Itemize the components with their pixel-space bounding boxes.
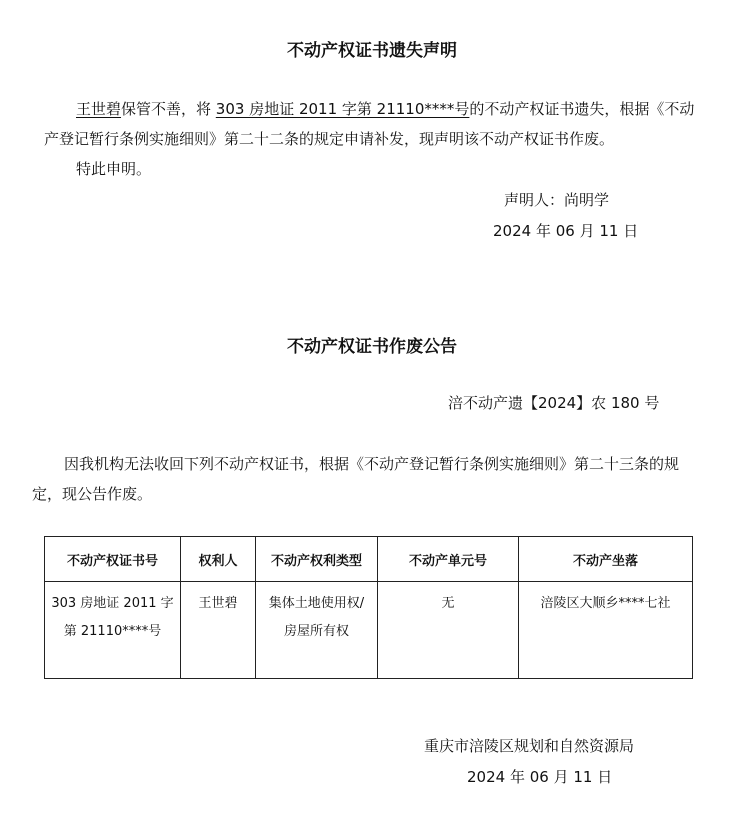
header-right-type: 不动产权利类型 [256,537,378,582]
cell-cert-line1: 303 房地证 2011 字 [51,596,174,611]
owner-name: 王世碧 [76,100,122,118]
cell-unit-no: 无 [378,582,519,679]
document-number: 涪不动产遗【2024】农 180 号 [448,394,660,412]
header-unit-no: 不动产单元号 [378,537,519,582]
declarant: 声明人：尚明学 [504,191,610,209]
cell-holder: 王世碧 [181,582,256,679]
statement-title: 不动产权证书遗失声明 [287,41,457,61]
statement-date: 2024 年 06 月 11 日 [493,222,639,240]
statement-body [44,94,699,154]
certificate-table [44,536,693,679]
cell-type-line1: 集体土地使用权/ [268,596,365,611]
cell-cert-line2: 第 21110****号 [63,624,162,639]
cell-type-line2: 房屋所有权 [283,624,349,639]
header-certificate-no: 不动产权证书号 [45,537,181,582]
announcement-title: 不动产权证书作废公告 [287,337,457,357]
statement-text-1: 保管不善，将 [121,100,216,118]
announcement-date: 2024 年 06 月 11 日 [467,768,613,786]
cell-right-type [256,582,378,679]
statement-text-2: 的不动产权证书遗失，根据《不动产登记暂行条例实施细则》第二十二条的规定申请补发，现声明该不动产权证书作废。 [44,100,695,148]
table-row [45,582,693,679]
header-holder: 权利人 [181,537,256,582]
header-location: 不动产坐落 [519,537,693,582]
cell-location: 涪陵区大顺乡****七社 [519,582,693,679]
cell-certificate-no [45,582,181,679]
statement-closing: 特此申明。 [76,160,152,178]
certificate-number: 303 房地证 2011 字第 21110****号 [215,100,470,118]
issuer: 重庆市涪陵区规划和自然资源局 [424,737,635,755]
table-header-row [45,537,693,582]
announcement-body: 因我机构无法收回下列不动产权证书，根据《不动产登记暂行条例实施细则》第二十三条的规定，现公告作废。 [32,455,680,503]
